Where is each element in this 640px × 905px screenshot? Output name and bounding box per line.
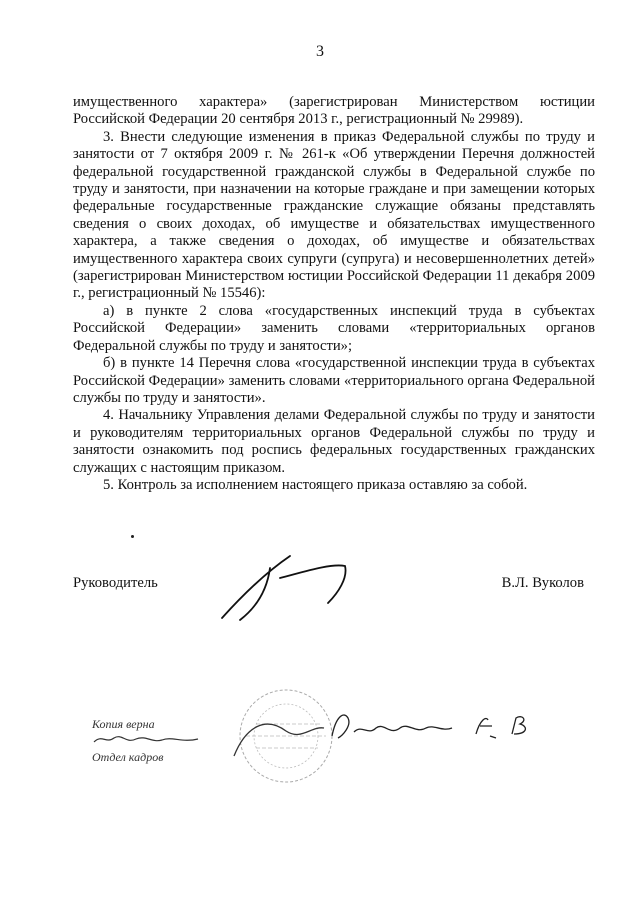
paragraph-item-4: 4. Начальнику Управления делами Федеральной службы по труду и занятости и руководителям территориальных органов Федеральной службы по труду и занятости ознакомить под роспись федеральных государственных гражданских служащих с настоящим приказом. — [73, 407, 595, 476]
paragraph-continuation: имущественного характера» (зарегистрирован Министерством юстиции Российской Федерации 20 сентября 2013 г., регистрационный № 29989). — [73, 94, 595, 128]
ink-speck — [131, 535, 134, 538]
page-number: 3 — [316, 43, 324, 60]
copy-note-department: Отдел кадров — [92, 750, 164, 764]
paragraph-item-5: 5. Контроль за исполнением настоящего приказа оставляю за собой. — [103, 476, 528, 493]
paragraph-subitem-b: б) в пункте 14 Перечня слова «государственной инспекции труда в субъектах Российской Федерации» заменить словами «территориального органа Федеральной службы по труду и занятости». — [73, 355, 595, 406]
copy-certification-note — [92, 717, 202, 765]
paragraph-item-3: 3. Внести следующие изменения в приказ Федеральной службы по труду и занятости от 7 октября 2009 г. № 261-к «Об утверждении Перечня должностей федеральной государственной гражданской службы в Федеральной службе по труду и занятости, при назначении на которые граждане и при замещении которых федеральные государственные гражданские служащие обязаны представлять сведения о своих доходах, об имуществе и обязательствах имущественного характера, а также сведения о доходах, об имуществе и обязательствах имущественного характера своих супруги (супруга) и несовершеннолетних детей» (зарегистрирован Министерством юстиции Российской Федерации 11 декабря 2009 г., регистрационный № 15546): — [73, 128, 595, 302]
paragraph-subitem-a: а) в пункте 2 слова «государственных инспекций труда в субъектах Российской Федерации» заменить словами «территориальных органов Федеральной службы по труду и занятости»; — [73, 302, 595, 354]
handwritten-name-signature — [328, 706, 458, 746]
copy-note-line: Копия верна — [92, 717, 155, 731]
signature-title: Руководитель — [73, 575, 158, 591]
handwritten-initials — [470, 710, 540, 740]
body-text — [73, 94, 595, 494]
copy-note-handwriting — [92, 732, 202, 746]
signature-name: В.Л. Вуколов — [501, 575, 584, 591]
handwritten-signature — [210, 548, 370, 628]
